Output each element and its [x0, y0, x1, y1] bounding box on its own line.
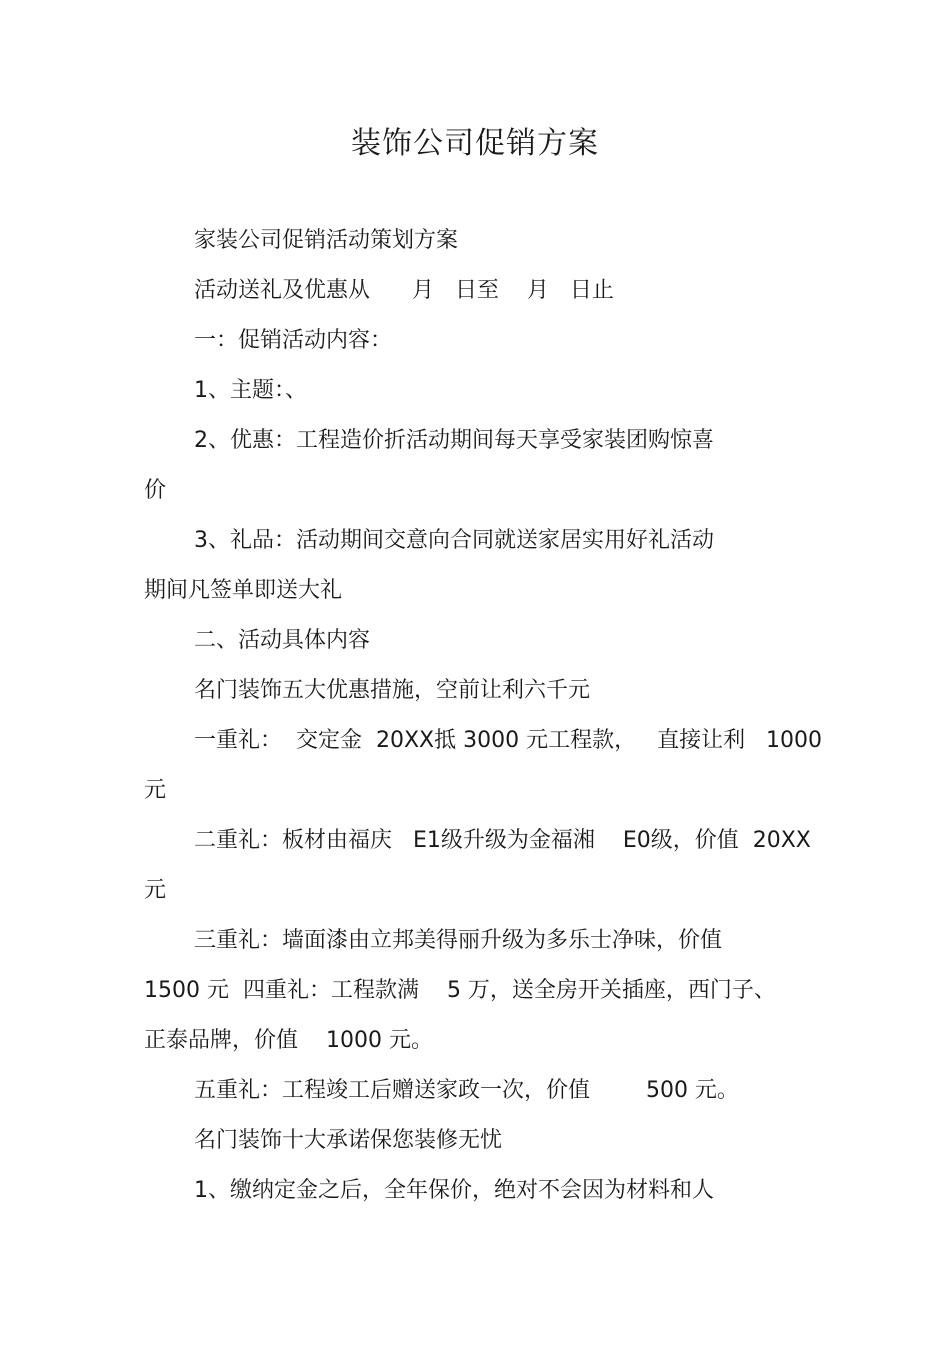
doc-line-gift: 3、礼品：活动期间交意向合同就送家居实用好礼活动: [194, 528, 714, 553]
doc-line-promise-1: 1、缴纳定金之后，全年保价，绝对不会因为材料和人: [194, 1178, 714, 1203]
doc-line-subtitle: 家装公司促销活动策划方案: [194, 228, 459, 253]
doc-line-section-2: 二、活动具体内容: [194, 628, 371, 653]
doc-line-offer-3: 三重礼：墙面漆由立邦美得丽升级为多乐士净味，价值: [194, 928, 723, 953]
doc-line-ten-promises: 名门装饰十大承诺保您装修无忧: [194, 1128, 503, 1153]
doc-line-section-1: 一：促销活动内容：: [194, 328, 393, 353]
doc-line-theme: 1、主题：、: [194, 378, 307, 403]
doc-line-period: 活动送礼及优惠从 月 日至 月 日止: [194, 278, 614, 303]
doc-line-discount-cont: 价: [144, 478, 167, 503]
doc-line-discount: 2、优惠：工程造价折活动期间每天享受家装团购惊喜: [194, 428, 714, 453]
doc-line-offer-1: 一重礼： 交定金 20XX抵 3000 元工程款， 直接让利 1000: [194, 728, 823, 753]
doc-line-offer-2-cont: 元: [144, 878, 167, 903]
doc-line-five-offers: 名门装饰五大优惠措施，空前让利六千元: [194, 678, 591, 703]
doc-line-offer-2: 二重礼：板材由福庆 E1级升级为金福湘 E0级，价值 20XX: [194, 828, 811, 853]
doc-line-offer-4-cont: 正泰品牌，价值 1000 元。: [144, 1028, 433, 1053]
doc-line-offer-3-4: 1500 元 四重礼：工程款满 5 万，送全房开关插座，西门子、: [144, 978, 776, 1003]
doc-line-gift-cont: 期间凡签单即送大礼: [144, 578, 343, 603]
doc-line-offer-5: 五重礼：工程竣工后赠送家政一次，价值 500 元。: [194, 1078, 739, 1103]
document-title: 装饰公司促销方案: [351, 126, 599, 161]
doc-line-offer-1-cont: 元: [144, 778, 167, 803]
